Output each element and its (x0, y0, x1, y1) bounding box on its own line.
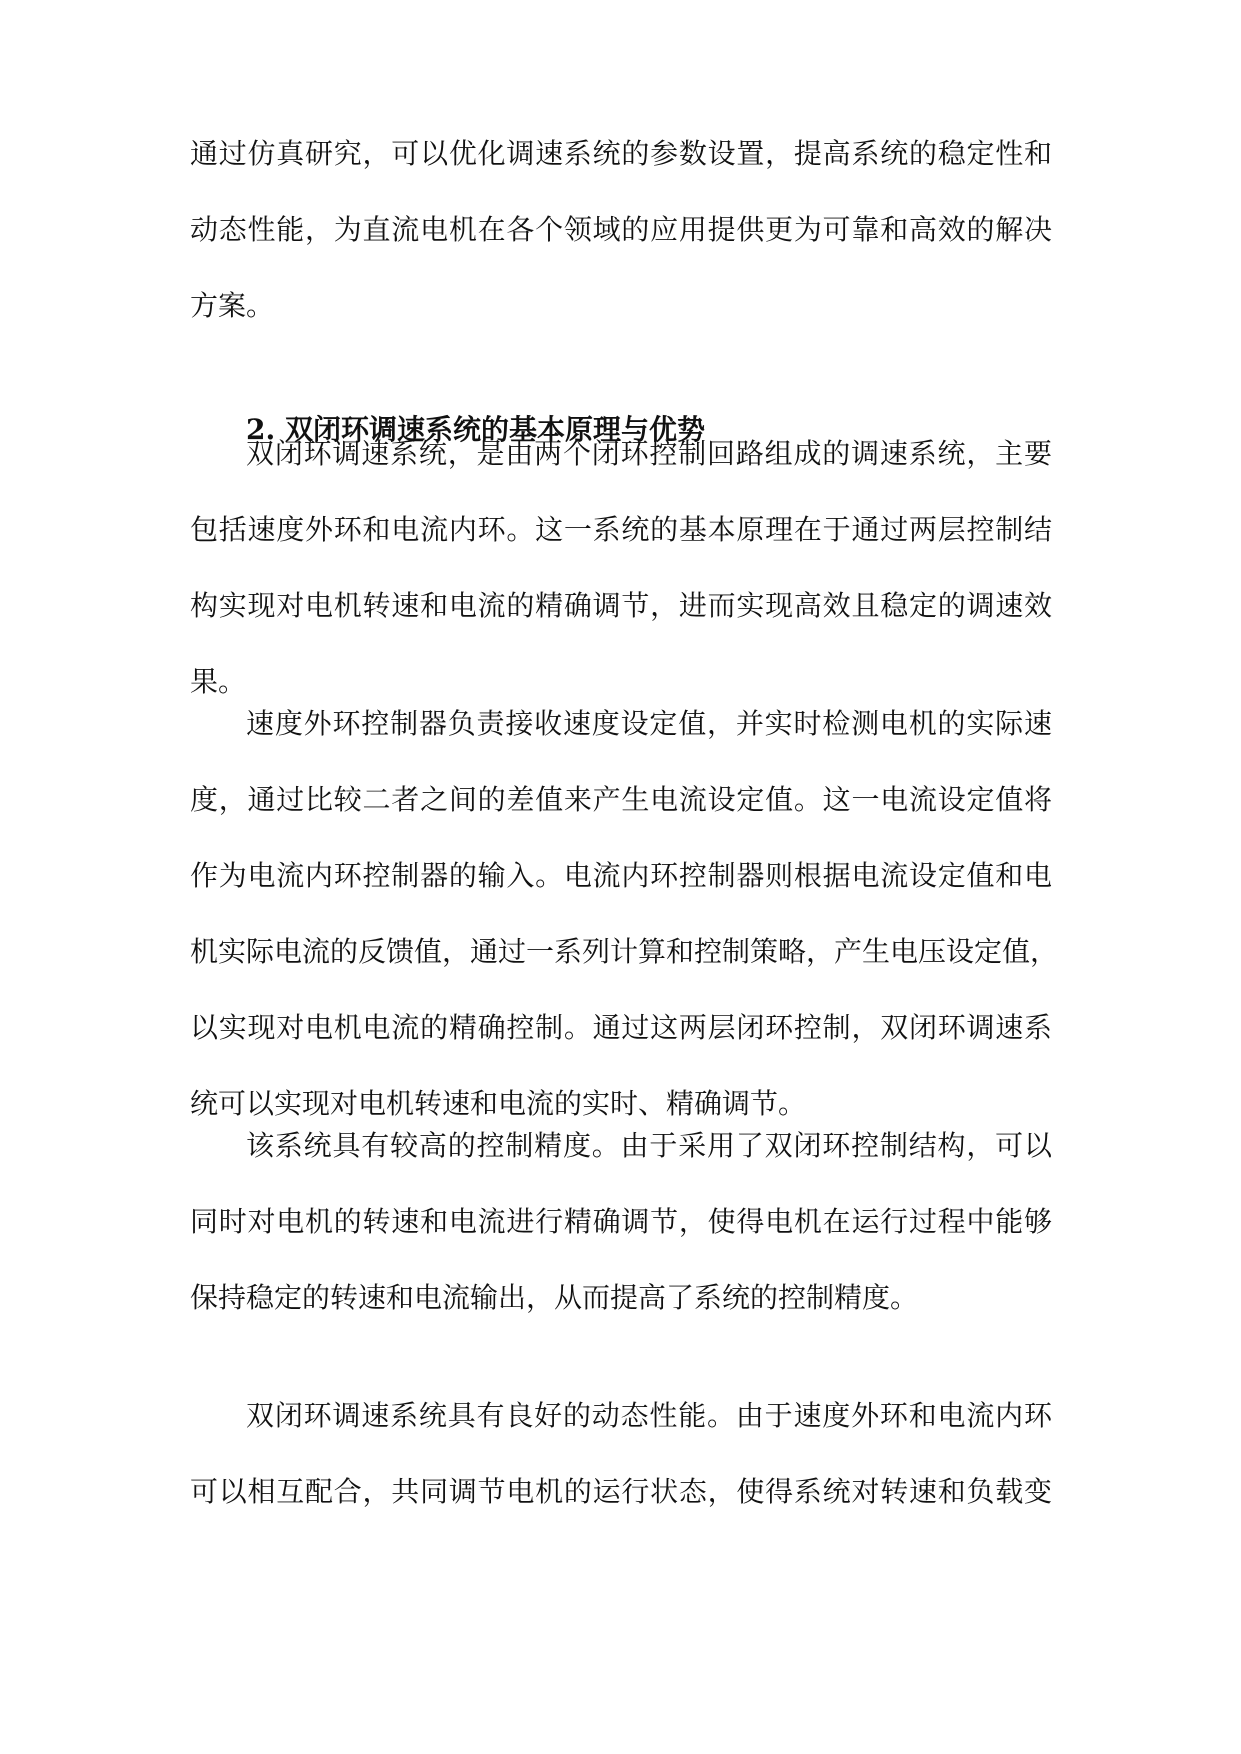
text-line: 该系统具有较高的控制精度。由于采用了双闭环控制结构，可以 (246, 1129, 1052, 1162)
text-line: 同时对电机的转速和电流进行精确调节，使得电机在运行过程中能够 (190, 1205, 1052, 1238)
text-line: 以实现对电机电流的精确控制。通过这两层闭环控制，双闭环调速系 (190, 1011, 1052, 1044)
paragraph-control-precision (190, 1108, 1052, 1336)
text-line: 动态性能，为直流电机在各个领域的应用提供更为可靠和高效的解决 (190, 213, 1052, 246)
text-line: 构实现对电机转速和电流的精确调节，进而实现高效且稳定的调速效 (190, 589, 1052, 622)
text-line: 机实际电流的反馈值，通过一系列计算和控制策略，产生电压设定值， (190, 935, 1059, 968)
text-line: 双闭环调速系统具有良好的动态性能。由于速度外环和电流内环 (246, 1399, 1052, 1432)
paragraph-speed-current-loops (190, 686, 1059, 1142)
text-line: 包括速度外环和电流内环。这一系统的基本原理在于通过两层控制结 (190, 513, 1052, 546)
text-line: 保持稳定的转速和电流输出，从而提高了系统的控制精度。 (190, 1281, 919, 1314)
paragraph-simulation-conclusion (190, 116, 1052, 344)
text-line: 双闭环调速系统，是由两个闭环控制回路组成的调速系统，主要 (246, 437, 1052, 470)
text-line: 统可以实现对电机转速和电流的实时、精确调节。 (190, 1087, 807, 1120)
section-heading: 2. 双闭环调速系统的基本原理与优势 (246, 413, 705, 446)
text-line: 果。 (190, 665, 247, 698)
text-line: 速度外环控制器负责接收速度设定值，并实时检测电机的实际速 (246, 707, 1052, 740)
paragraph-basic-principle (190, 416, 1052, 720)
text-line: 度，通过比较二者之间的差值来产生电流设定值。这一电流设定值将 (190, 783, 1052, 816)
paragraph-dynamic-performance (190, 1378, 1052, 1530)
text-line: 通过仿真研究，可以优化调速系统的参数设置，提高系统的稳定性和 (190, 137, 1052, 170)
text-line: 可以相互配合，共同调节电机的运行状态，使得系统对转速和负载变 (190, 1475, 1052, 1508)
text-line: 方案。 (190, 289, 275, 322)
text-line: 作为电流内环控制器的输入。电流内环控制器则根据电流设定值和电 (190, 859, 1052, 892)
